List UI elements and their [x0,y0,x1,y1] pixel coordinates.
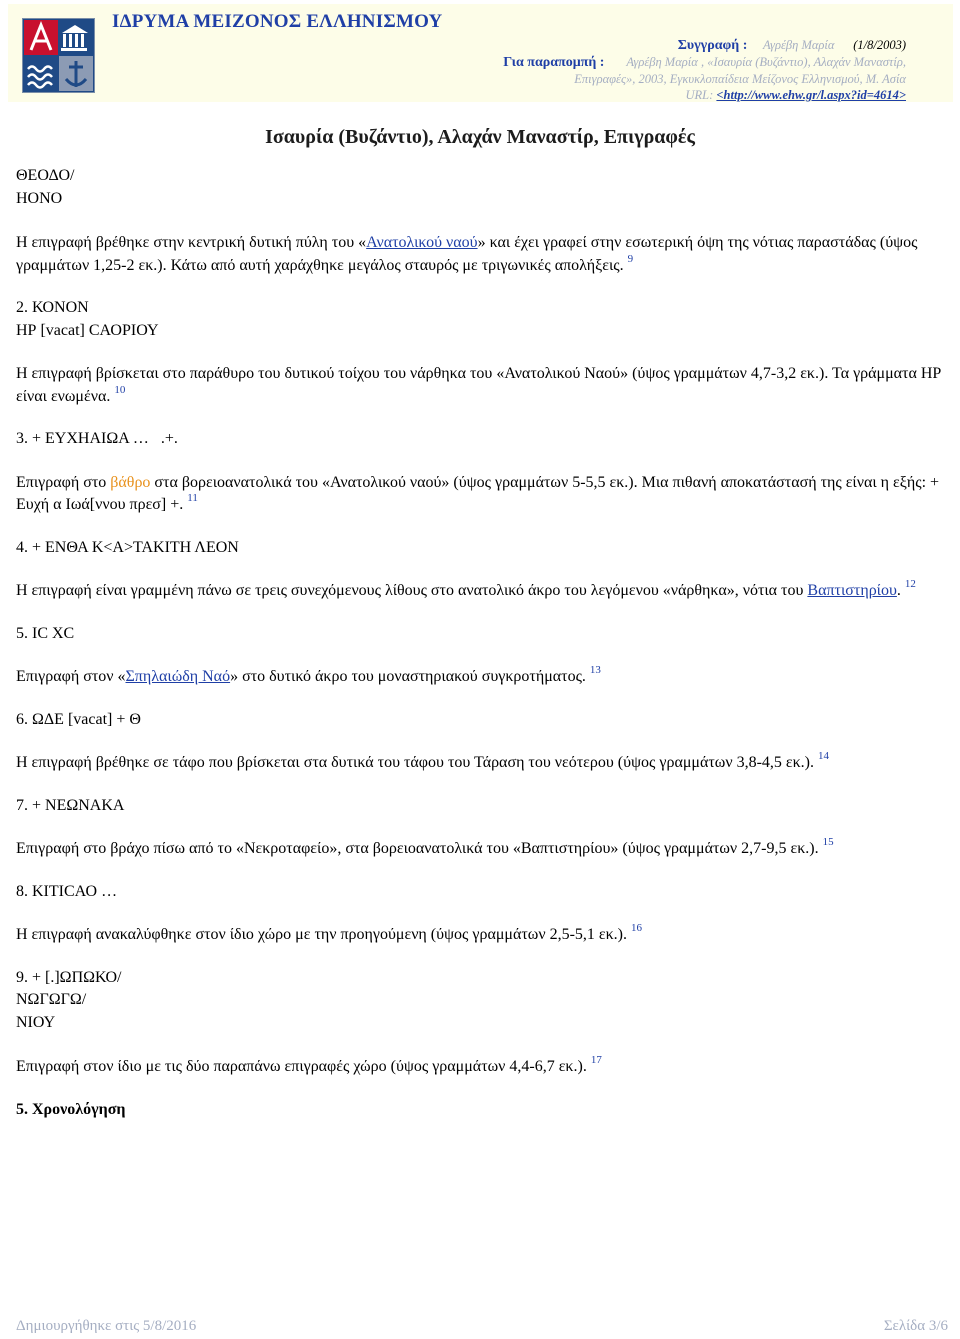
paragraph-3-text-b: στα βορειοανατολικά του «Ανατολικού ναού» (ύψος γραμμάτων 5-5,5 εκ.). Μια πιθανή αποκατάστασή της είναι η εξής: + Ευχή α Ιωά[ννου πρεσ] +. [16,473,940,513]
page-header [8,4,953,102]
url-line [426,87,906,103]
page-title: Ισαυρία (Βυζάντιο), Αλαχάν Μαναστίρ, Επιγραφές [265,126,695,148]
inscription-2-line-2: ΗΡ [vacat] CΑΟΡΙΟΥ [16,321,159,339]
footer-created-date: Δημιουργήθηκε στις 5/8/2016 [16,1318,197,1334]
author-date: (1/8/2003) [853,38,906,52]
footnote-9[interactable]: 9 [627,252,634,265]
paragraph-7 [16,838,946,861]
inscription-9-line-3: ΝΙΟΥ [16,1013,56,1031]
inscription-3: 3. + ΕΥΧΗΑΙΩΑ … .+. [16,430,178,447]
inscription-4: 4. + ΕΝΘΑ Κ<Α>ΤΑΚΙΤΗ ΛΕΟΝ [16,538,239,556]
inscription-9-line-2: ΝΩΓΩΓΩ/ [16,991,87,1008]
citation-line-2 [426,71,906,87]
paragraph-6-text: Η επιγραφή βρέθηκε σε τάφο που βρίσκεται στα δυτικά του τάφου του Τάραση του νεότερου (ύψος γραμμάτων 3,8-4,5 εκ.). [16,754,814,771]
inscription-9-line-1: 9. + [.]ΩΠΩΚΟ/ [16,968,122,986]
citation-block [426,37,906,103]
inscription-2 [16,297,946,342]
paragraph-9-text: Επιγραφή στον ίδιο με τις δύο παραπάνω επιγραφές χώρο (ύψος γραμμάτων 4,4-6,7 εκ.). [16,1058,587,1075]
citation-text-1: Αγρέβη Μαρία , «Ισαυρία (Βυζάντιο), Αλαχάν Μαναστίρ, [626,55,906,69]
inscription-6: 6. ΩΔΕ [vacat] + Θ [16,710,141,728]
page-footer [16,1318,948,1335]
footnote-17[interactable]: 17 [590,1054,602,1066]
paragraph-3 [16,472,946,517]
footnote-12[interactable]: 12 [904,578,916,590]
paragraph-9 [16,1056,946,1079]
footer-page-number: Σελίδα 3/6 [883,1318,948,1334]
inscription-8: 8. ΚΙΤΙCΑΟ … [16,882,118,900]
paragraph-5-text-a: Επιγραφή στον « [16,668,126,685]
link-vaptistirio[interactable]: Βαπτιστηρίου [807,582,897,599]
footnote-16[interactable]: 16 [631,922,642,934]
footnote-15[interactable]: 15 [822,836,834,848]
link-spilaiodis-naos[interactable]: Σπηλαιώδη Ναό [125,668,231,685]
article-body [16,165,946,1121]
paragraph-3-text-a: Επιγραφή στο [16,473,111,491]
footnote-11[interactable]: 11 [187,492,198,504]
link-anatolikos-naos[interactable]: Ανατολικού ναού [366,234,478,251]
paragraph-5 [16,666,946,689]
citation-label: Για παραπομπή : [503,55,605,70]
inscription-9 [16,967,946,1035]
paragraph-1-text-b: » και έχει γραφεί στην εσωτερική όψη της νότιας παραστάδας (ύψος γραμμάτων 1,25-2 εκ.). Κάτω από αυτή χαράχθηκε μεγάλος σταυρός με τριγωνικές απολήξεις. [16,234,918,274]
paragraph-4 [16,580,946,603]
foundation-logo [22,18,95,93]
paragraph-8-text: Η επιγραφή ανακαλύφθηκε στον ίδιο χώρο με την προηγούμενη (ύψος γραμμάτων 2,5-5,1 εκ.). [16,926,627,943]
paragraph-5-text-b: » στο δυτικό άκρο του μοναστηριακού συγκροτήματος. [230,668,586,685]
paragraph-2-text: Η επιγραφή βρίσκεται στο παράθυρο του δυτικού τοίχου του νάρθηκα του «Ανατολικού Ναού» (ύψος γραμμάτων 4,7-3,2 εκ.). Τα γράμματα ΗΡ είναι ενωμένα. [16,365,942,405]
citation-url-link[interactable]: <http://www.ehw.gr/l.aspx?id=4614> [716,88,906,102]
url-label: URL: [685,88,714,102]
paragraph-4-text-b: . [896,582,901,599]
inscription-1-line-1: ΘΕΟΔΟ/ [16,167,75,184]
inscription-1-line-2: ΗΟΝΟ [16,189,63,207]
citation-text-2: Επιγραφές», 2003, Εγκυκλοπαίδεια Μείζονος Ελληνισμού, Μ. Ασία [574,72,906,86]
citation-line [426,54,906,71]
author-line [426,37,906,54]
section-heading-chronology: 5. Χρονολόγηση [16,1100,126,1118]
inscription-5: 5. IC XC [16,624,75,642]
paragraph-1 [16,232,946,277]
paragraph-8 [16,924,946,947]
footnote-13[interactable]: 13 [589,664,601,676]
inscription-7: 7. + ΝΕΩΝΑΚΑ [16,796,125,814]
inscription-1 [16,165,946,210]
paragraph-7-text: Επιγραφή στο βράχο πίσω από το «Νεκροταφείο», στα βορειοανατολικά του «Βαπτιστηρίου» (ύψος γραμμάτων 2,7-9,5 εκ.). [16,840,819,857]
paragraph-4-text-a: Η επιγραφή είναι γραμμένη πάνω σε τρεις συνεχόμενους λίθους στο ανατολικό άκρο του λεγόμενου «νάρθηκα», νότια του [16,582,808,599]
footnote-14[interactable]: 14 [818,750,829,762]
paragraph-1-text-a: Η επιγραφή βρέθηκε στην κεντρική δυτική πύλη του « [16,234,367,251]
footnote-10[interactable]: 10 [114,383,126,396]
glossary-term-vathro[interactable]: βάθρο [110,473,151,491]
paragraph-2 [16,363,946,408]
paragraph-6 [16,752,946,775]
author-name: Αγρέβη Μαρία [762,38,835,52]
author-label: Συγγραφή : [677,38,748,53]
site-title: ΙΔΡΥΜΑ ΜΕΙΖΟΝΟΣ ΕΛΛΗΝΙΣΜΟΥ [112,11,443,32]
inscription-2-line-1: 2. ΚΟΝΟΝ [16,299,89,316]
